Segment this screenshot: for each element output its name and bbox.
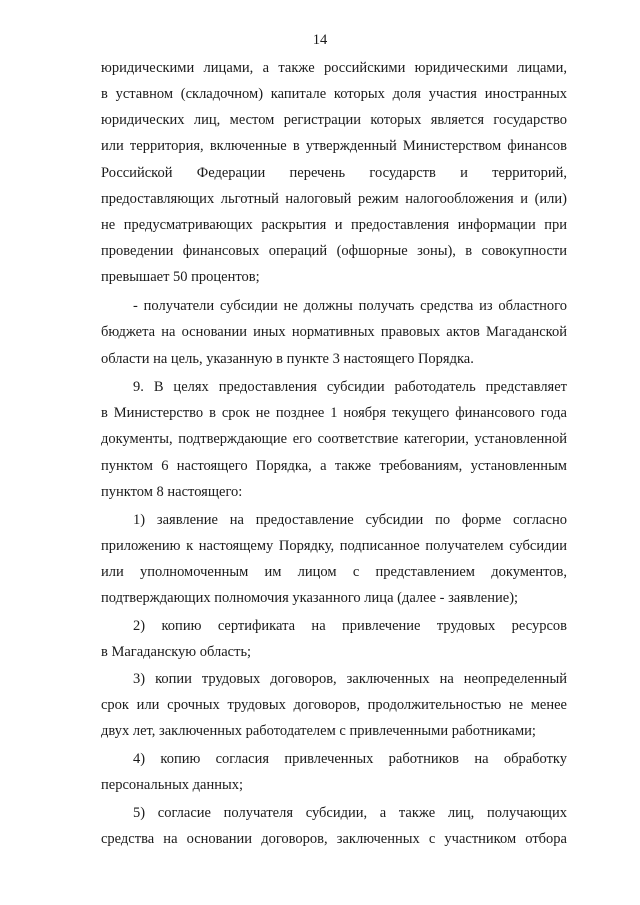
text-line: подтверждающих полномочия указанного лица (далее - заявление); xyxy=(101,590,519,606)
text-line: в Министерство в срок не позднее 1 ноября текущего финансового года xyxy=(101,405,567,421)
text-line: 2) копию сертификата на привлечение трудовых ресурсов xyxy=(133,618,567,634)
text-line: двух лет, заключенных работодателем с привлеченными работниками; xyxy=(101,723,536,739)
text-line: юридическими лицами, а также российскими юридическими лицами, xyxy=(101,60,567,76)
text-line: персональных данных; xyxy=(101,777,244,793)
text-line: 9. В целях предоставления субсидии работодатель представляет xyxy=(133,379,567,395)
text-line: юридических лиц, местом регистрации которых является государство xyxy=(101,112,567,128)
text-line: 3) копии трудовых договоров, заключенных на неопределенный xyxy=(133,671,567,687)
text-line: - получатели субсидии не должны получать средства из областного xyxy=(133,298,567,314)
text-line: документы, подтверждающие его соответствие категории, установленной xyxy=(101,431,567,447)
text-line: 1) заявление на предоставление субсидии по форме согласно xyxy=(133,512,567,528)
text-line: проведении финансовых операций (офшорные зоны), в совокупности xyxy=(101,243,567,259)
text-line: не предусматривающих раскрытия и предоставления информации при xyxy=(101,217,567,233)
text-line: средства на основании договоров, заключенных с участником отбора xyxy=(101,831,567,847)
text-line: пунктом 6 настоящего Порядка, а также требованиям, установленным xyxy=(101,458,567,474)
text-line: приложению к настоящему Порядку, подписанное получателем субсидии xyxy=(101,538,567,554)
text-line: в Магаданскую область; xyxy=(101,644,252,660)
text-line: 5) согласие получателя субсидии, а также лиц, получающих xyxy=(133,805,567,821)
text-line: превышает 50 процентов; xyxy=(101,269,260,285)
text-line: или уполномоченным им лицом с представлением документов, xyxy=(101,564,567,580)
text-line: срок или срочных трудовых договоров, продолжительностью не менее xyxy=(101,697,567,713)
text-line: 4) копию согласия привлеченных работников на обработку xyxy=(133,751,567,767)
text-line: бюджета на основании иных нормативных правовых актов Магаданской xyxy=(101,324,567,340)
page-number: 14 xyxy=(312,32,328,48)
text-line: в уставном (складочном) капитале которых доля участия иностранных xyxy=(101,86,567,102)
text-line: пунктом 8 настоящего: xyxy=(101,484,243,500)
text-line: области на цель, указанную в пункте 3 настоящего Порядка. xyxy=(101,351,474,367)
text-line: предоставляющих льготный налоговый режим налогообложения и (или) xyxy=(101,191,567,207)
text-line: Российской Федерации перечень государств и территорий, xyxy=(101,165,567,181)
text-line: или территория, включенные в утвержденный Министерством финансов xyxy=(101,138,567,154)
